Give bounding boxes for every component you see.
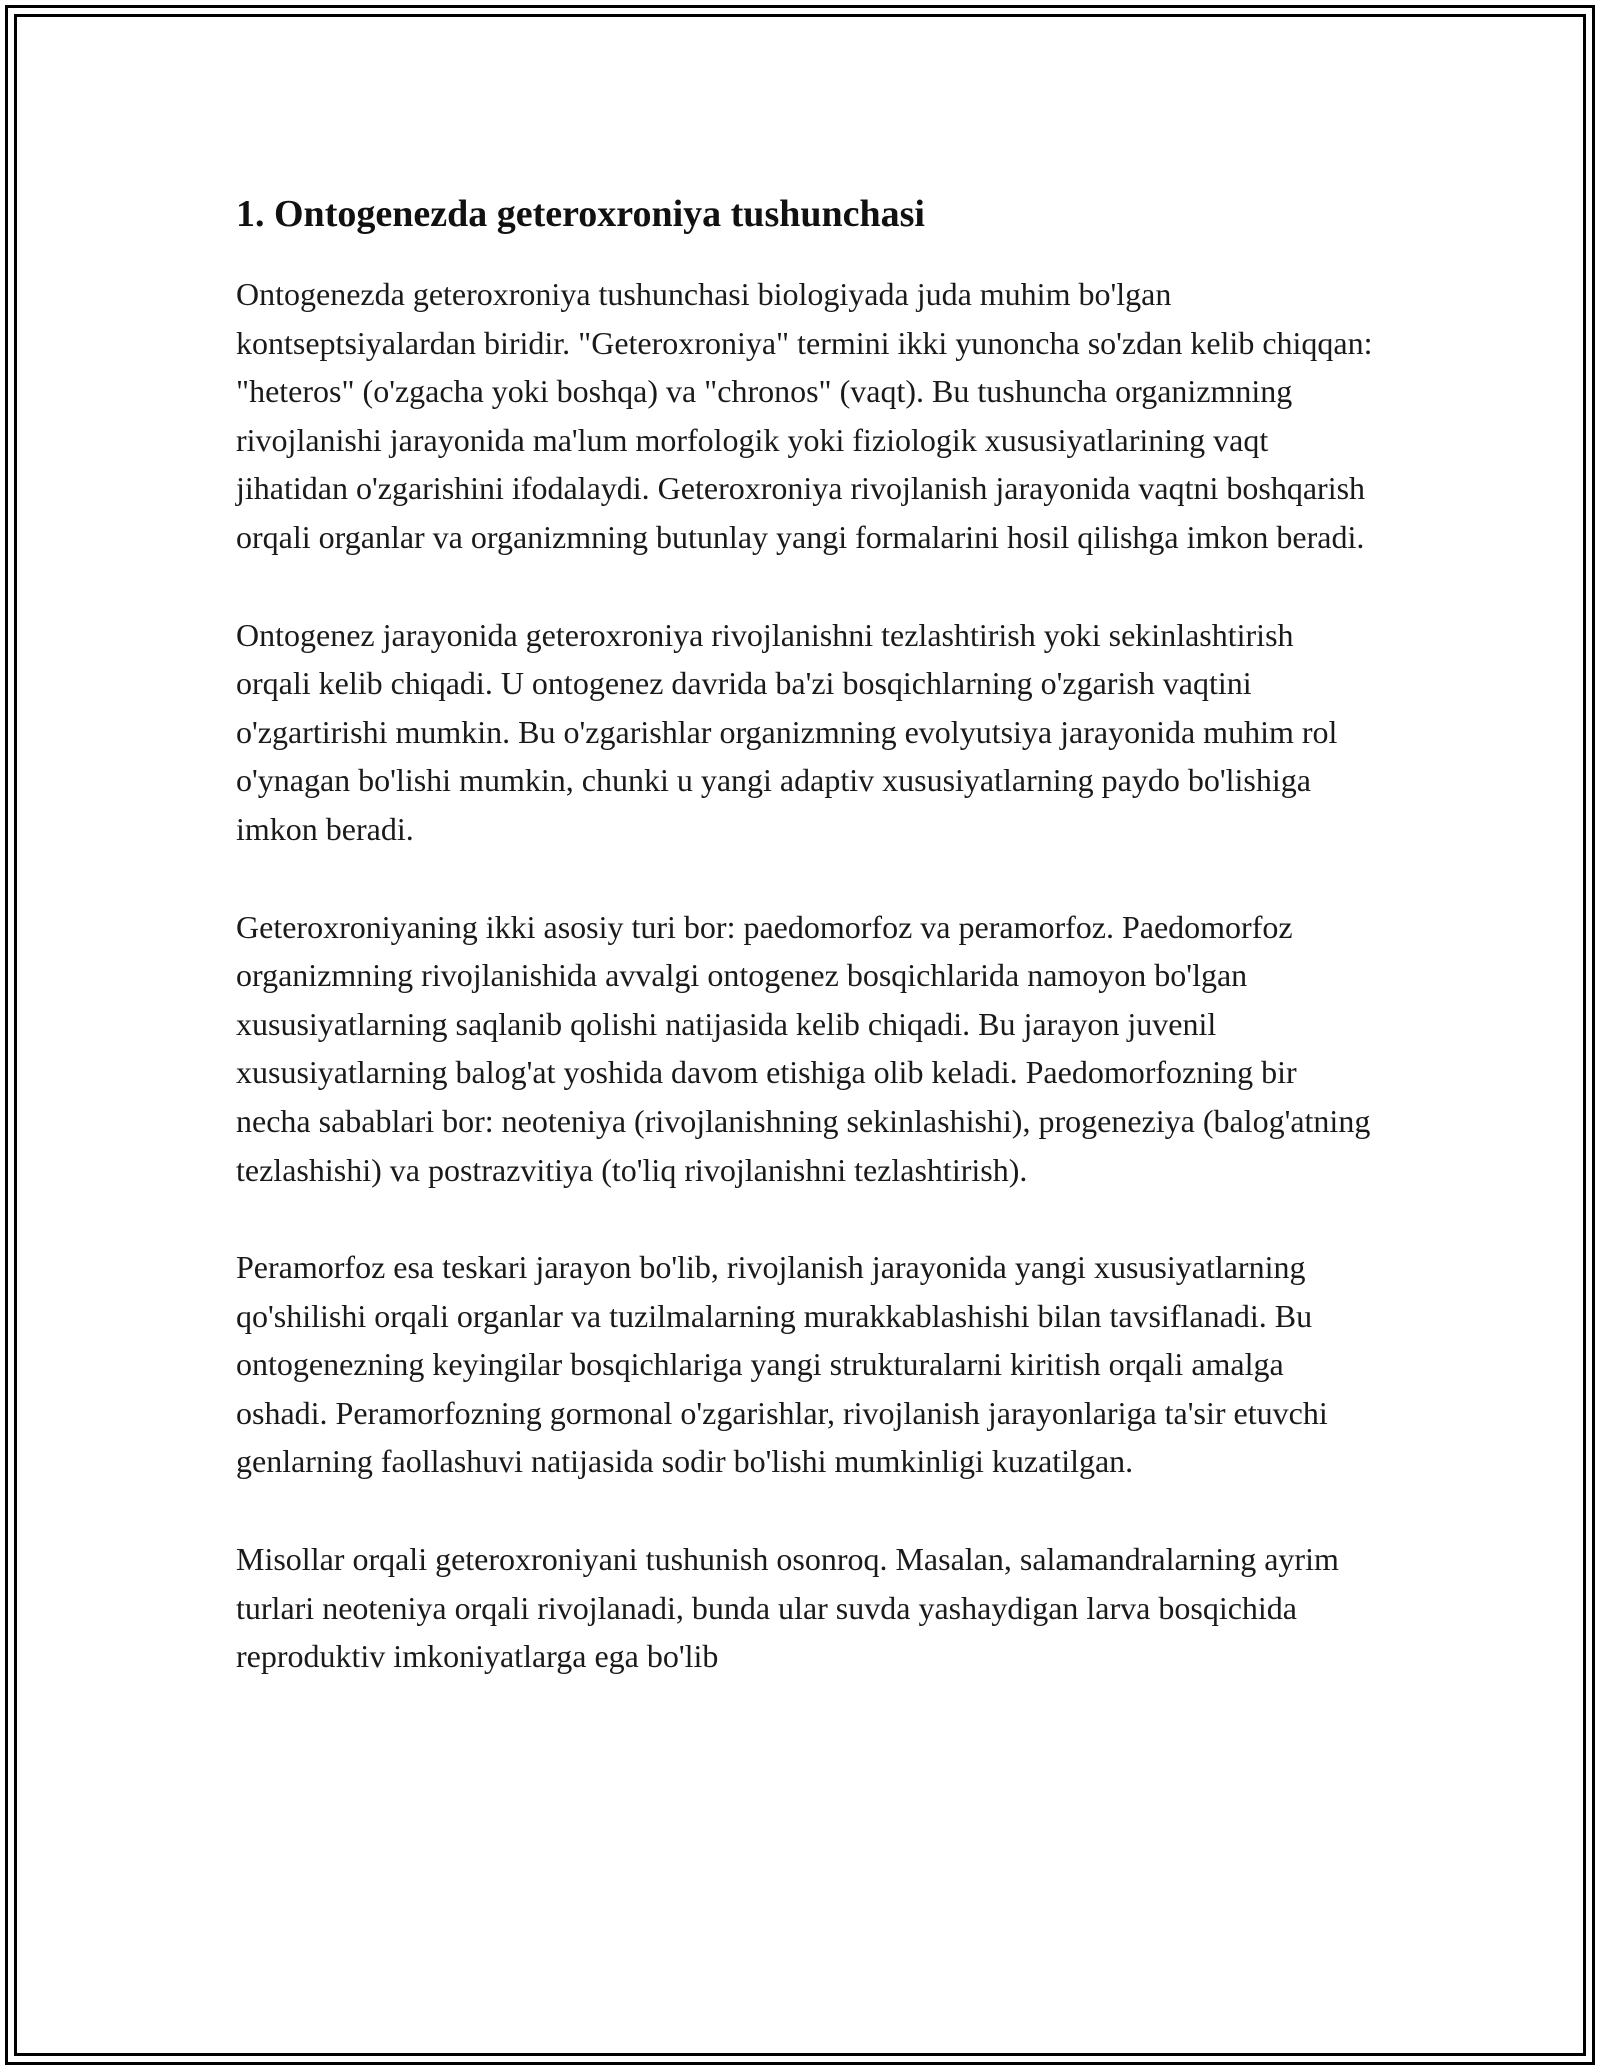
paragraph-4: Peramorfoz esa teskari jarayon bo'lib, rivojlanish jarayonida yangi xususiyatlarning qo'shilishi orqali organlar va tuzilmalarning murakkablashishi bilan tavsiflanadi. Bu ontogenezning keyingilar bosqichlariga yangi strukturalarni kiritish orqali amalga oshadi. Peramorfozning gormonal o'zgarishlar, rivojlanish jarayonlariga ta'sir etuvchi genlarning faollashuvi natijasida sodir bo'lishi mumkinligi kuzatilgan. (236, 1249, 1328, 1480)
paragraph-2: Ontogenez jarayonida geteroxroniya rivojlanishni tezlashtirish yoki sekinlashtirish orqali kelib chiqadi. U ontogenez davrida ba'zi bosqichlarning o'zgarish vaqtini o'zgartirishi mumkin. Bu o'zgarishlar organizmning evolyutsiya jarayonida muhim rol o'ynagan bo'lishi mumkin, chunki u yangi adaptiv xususiyatlarning paydo bo'lishiga imkon beradi. (236, 616, 1338, 847)
paragraph-5: Misollar orqali geteroxroniyani tushunish osonroq. Masalan, salamandralarning ayrim turlari neoteniya orqali rivojlanadi, bunda ular suvda yashaydigan larva bosqichida reproduktiv imkoniyatlarga ega bo'lib (236, 1541, 1339, 1675)
paragraph-3: Geteroxroniyaning ikki asosiy turi bor: paedomorfoz va peramorfoz. Paedomorfoz organizmning rivojlanishida avvalgi ontogenez bosqichlarida namoyon bo'lgan xususiyatlarning saqlanib qolishi natijasida kelib chiqadi. Bu jarayon juvenil xususiyatlarning balog'at yoshida davom etishiga olib keladi. Paedomorfozning bir necha sabablari bor: neoteniya (rivojlanishning sekinlashishi), progeneziya (balog'atning tezlashishi) va postrazvitiya (to'liq rivojlanishni tezlashtirish). (236, 908, 1371, 1188)
paragraph-1: Ontogenezda geteroxroniya tushunchasi biologiyada juda muhim bo'lgan kontseptsiyalardan biridir. "Geteroxroniya" termini ikki yunoncha so'zdan kelib chiqqan: "heteros" (o'zgacha yoki boshqa) va "chronos" (vaqt). Bu tushuncha organizmning rivojlanishi jarayonida ma'lum morfologik yoki fiziologik xususiyatlarining vaqt jihatidan o'zgarishini ifodalaydi. Geteroxroniya rivojlanish jarayonida vaqtni boshqarish orqali organlar va organizmning butunlay yangi formalarini hosil qilishga imkon beradi. (236, 276, 1373, 555)
document-body (236, 186, 1376, 1730)
section-heading: 1. Ontogenezda geteroxroniya tushunchasi (236, 193, 925, 235)
